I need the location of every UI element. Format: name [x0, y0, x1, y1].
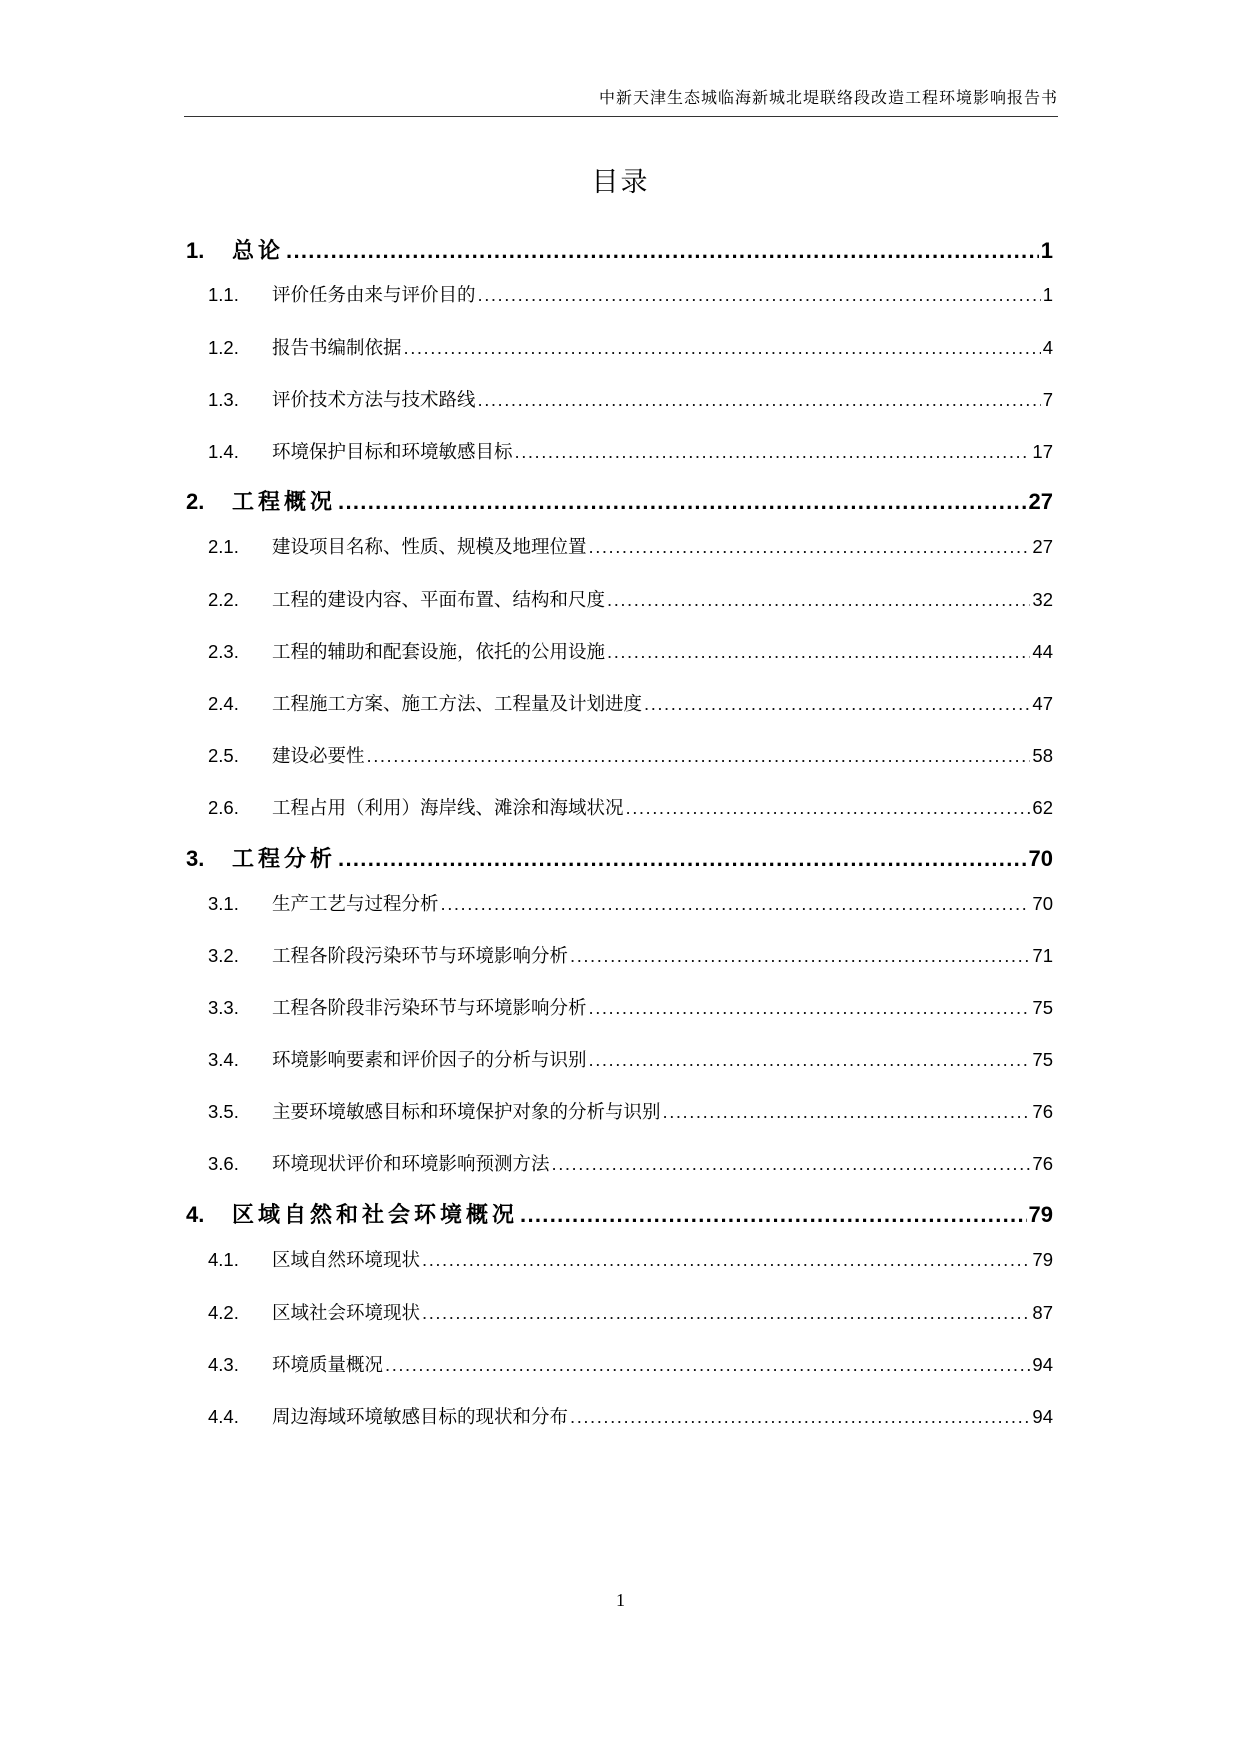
toc-entry-number: 1.1.	[208, 284, 239, 305]
toc-entry-page: 62	[1032, 797, 1053, 818]
toc-entry-title: 评价技术方法与技术路线	[272, 389, 476, 410]
toc-entry-title: 工程的辅助和配套设施，依托的公用设施	[272, 641, 606, 662]
toc-chapter-entry[interactable]	[184, 843, 1053, 873]
toc-section-entry[interactable]	[184, 635, 1053, 665]
toc-entry-page: 47	[1032, 693, 1053, 714]
toc-entry-number: 2.1.	[208, 536, 239, 557]
running-header: 中新天津生态城临海新城北堤联络段改造工程环境影响报告书	[598, 88, 1058, 107]
dot-leader	[589, 1047, 1031, 1073]
toc-entry-page: 17	[1032, 441, 1053, 462]
dot-leader	[338, 845, 1027, 873]
toc-entry-number: 2.5.	[208, 745, 239, 766]
toc-entry-page: 94	[1032, 1406, 1053, 1427]
toc-entry-page: 44	[1032, 641, 1053, 662]
toc-entry-page: 79	[1032, 1249, 1053, 1270]
toc-entry-number: 3.5.	[208, 1101, 239, 1122]
toc-section-entry[interactable]	[184, 1095, 1053, 1125]
toc-entry-number: 4.3.	[208, 1354, 239, 1375]
toc-entry-title: 工程各阶段污染环节与环境影响分析	[272, 945, 569, 966]
toc-section-entry[interactable]	[184, 530, 1053, 560]
toc-entry-number: 1.3.	[208, 389, 239, 410]
toc-entry-number: 1.	[186, 238, 205, 263]
toc-chapter-entry[interactable]	[184, 486, 1053, 516]
dot-leader	[607, 587, 1030, 613]
header-rule	[184, 116, 1058, 117]
dot-leader	[520, 1201, 1027, 1229]
page-number: 1	[616, 1590, 625, 1610]
toc-entry-number: 4.4.	[208, 1406, 239, 1427]
toc-section-entry[interactable]	[184, 435, 1053, 465]
toc-entry-number: 3.	[186, 846, 205, 871]
dot-leader	[478, 282, 1041, 308]
dot-leader	[663, 1099, 1031, 1125]
dot-leader	[607, 639, 1030, 665]
toc-entry-title: 工程占用（利用）海岸线、滩涂和海域状况	[272, 797, 624, 818]
toc-entry-page: 76	[1032, 1153, 1053, 1174]
dot-leader	[441, 891, 1031, 917]
toc-entry-title: 周边海域环境敏感目标的现状和分布	[272, 1406, 569, 1427]
toc-entry-title: 工程概况	[232, 489, 337, 515]
toc-entry-page: 1	[1042, 284, 1053, 305]
toc-entry-page: 1	[1040, 238, 1053, 263]
toc-entry-title: 环境现状评价和环境影响预测方法	[272, 1153, 550, 1174]
toc-entry-number: 3.6.	[208, 1153, 239, 1174]
toc-chapter-entry[interactable]	[184, 1199, 1053, 1229]
toc-entry-title: 评价任务由来与评价目的	[272, 284, 476, 305]
dot-leader	[570, 943, 1030, 969]
toc-chapter-entry[interactable]	[184, 235, 1053, 265]
toc-entry-title: 环境保护目标和环境敏感目标	[272, 441, 513, 462]
dot-leader	[589, 534, 1031, 560]
toc-entry-title: 工程分析	[232, 846, 337, 872]
toc-entry-number: 1.2.	[208, 337, 239, 358]
toc-entry-page: 27	[1032, 536, 1053, 557]
toc-entry-title: 区域自然环境现状	[272, 1249, 421, 1270]
toc-entry-page: 71	[1032, 945, 1053, 966]
toc-entry-number: 2.6.	[208, 797, 239, 818]
toc-entry-page: 70	[1032, 893, 1053, 914]
dot-leader	[404, 335, 1041, 361]
dot-leader	[478, 387, 1041, 413]
dot-leader	[515, 439, 1031, 465]
toc-entry-number: 2.	[186, 489, 205, 514]
toc-entry-page: 27	[1028, 489, 1053, 514]
toc-section-entry[interactable]	[184, 791, 1053, 821]
toc-entry-title: 环境质量概况	[272, 1354, 384, 1375]
toc-entry-number: 2.2.	[208, 589, 239, 610]
dot-leader	[552, 1151, 1031, 1177]
toc-entry-page: 7	[1042, 389, 1053, 410]
toc-entry-number: 4.1.	[208, 1249, 239, 1270]
toc-entry-title: 主要环境敏感目标和环境保护对象的分析与识别	[272, 1101, 661, 1122]
toc-entry-number: 1.4.	[208, 441, 239, 462]
toc-section-entry[interactable]	[184, 583, 1053, 613]
toc-section-entry[interactable]	[184, 1348, 1053, 1378]
toc-entry-page: 87	[1032, 1302, 1053, 1323]
toc-section-entry[interactable]	[184, 1296, 1053, 1326]
toc-entry-title: 报告书编制依据	[272, 337, 402, 358]
toc-entry-number: 3.1.	[208, 893, 239, 914]
toc-entry-title: 生产工艺与过程分析	[272, 893, 439, 914]
toc-section-entry[interactable]	[184, 887, 1053, 917]
toc-entry-title: 工程施工方案、施工方法、工程量及计划进度	[272, 693, 643, 714]
toc-section-entry[interactable]	[184, 939, 1053, 969]
toc-entry-title: 建设必要性	[272, 745, 365, 766]
toc-section-entry[interactable]	[184, 331, 1053, 361]
dot-leader	[385, 1352, 1030, 1378]
toc-section-entry[interactable]	[184, 1147, 1053, 1177]
toc-entry-title: 建设项目名称、性质、规模及地理位置	[272, 536, 587, 557]
toc-entry-number: 4.	[186, 1202, 205, 1227]
toc-entry-number: 3.4.	[208, 1049, 239, 1070]
toc-section-entry[interactable]	[184, 739, 1053, 769]
toc-entry-number: 2.3.	[208, 641, 239, 662]
toc-entry-page: 58	[1032, 745, 1053, 766]
toc-entry-number: 3.3.	[208, 997, 239, 1018]
toc-entry-number: 2.4.	[208, 693, 239, 714]
toc-section-entry[interactable]	[184, 383, 1053, 413]
toc-entry-title: 环境影响要素和评价因子的分析与识别	[272, 1049, 587, 1070]
toc-entry-page: 32	[1032, 589, 1053, 610]
toc-section-entry[interactable]	[184, 1043, 1053, 1073]
toc-entry-page: 4	[1042, 337, 1053, 358]
toc-entry-page: 79	[1028, 1202, 1053, 1227]
dot-leader	[422, 1300, 1030, 1326]
toc-section-entry[interactable]	[184, 687, 1053, 717]
toc-entry-page: 75	[1032, 1049, 1053, 1070]
toc-entry-title: 区域自然和社会环境概况	[232, 1202, 519, 1228]
toc-entry-title: 区域社会环境现状	[272, 1302, 421, 1323]
dot-leader	[644, 691, 1030, 717]
toc-entry-number: 4.2.	[208, 1302, 239, 1323]
dot-leader	[626, 795, 1031, 821]
dot-leader	[570, 1404, 1030, 1430]
page-title: 目录	[591, 167, 650, 198]
toc-section-entry[interactable]	[184, 1243, 1053, 1273]
toc-entry-page: 75	[1032, 997, 1053, 1018]
toc-entry-title: 工程各阶段非污染环节与环境影响分析	[272, 997, 587, 1018]
toc-section-entry[interactable]	[184, 1400, 1053, 1430]
dot-leader	[367, 743, 1031, 769]
dot-leader	[338, 488, 1027, 516]
toc-entry-title: 总论	[232, 238, 285, 264]
dot-leader	[422, 1247, 1030, 1273]
toc-entry-number: 3.2.	[208, 945, 239, 966]
dot-leader	[286, 237, 1039, 265]
toc-entry-page: 94	[1032, 1354, 1053, 1375]
dot-leader	[589, 995, 1031, 1021]
toc-section-entry[interactable]	[184, 278, 1053, 308]
toc-entry-page: 70	[1028, 846, 1053, 871]
toc-entry-title: 工程的建设内容、平面布置、结构和尺度	[272, 589, 606, 610]
toc-entry-page: 76	[1032, 1101, 1053, 1122]
toc-section-entry[interactable]	[184, 991, 1053, 1021]
